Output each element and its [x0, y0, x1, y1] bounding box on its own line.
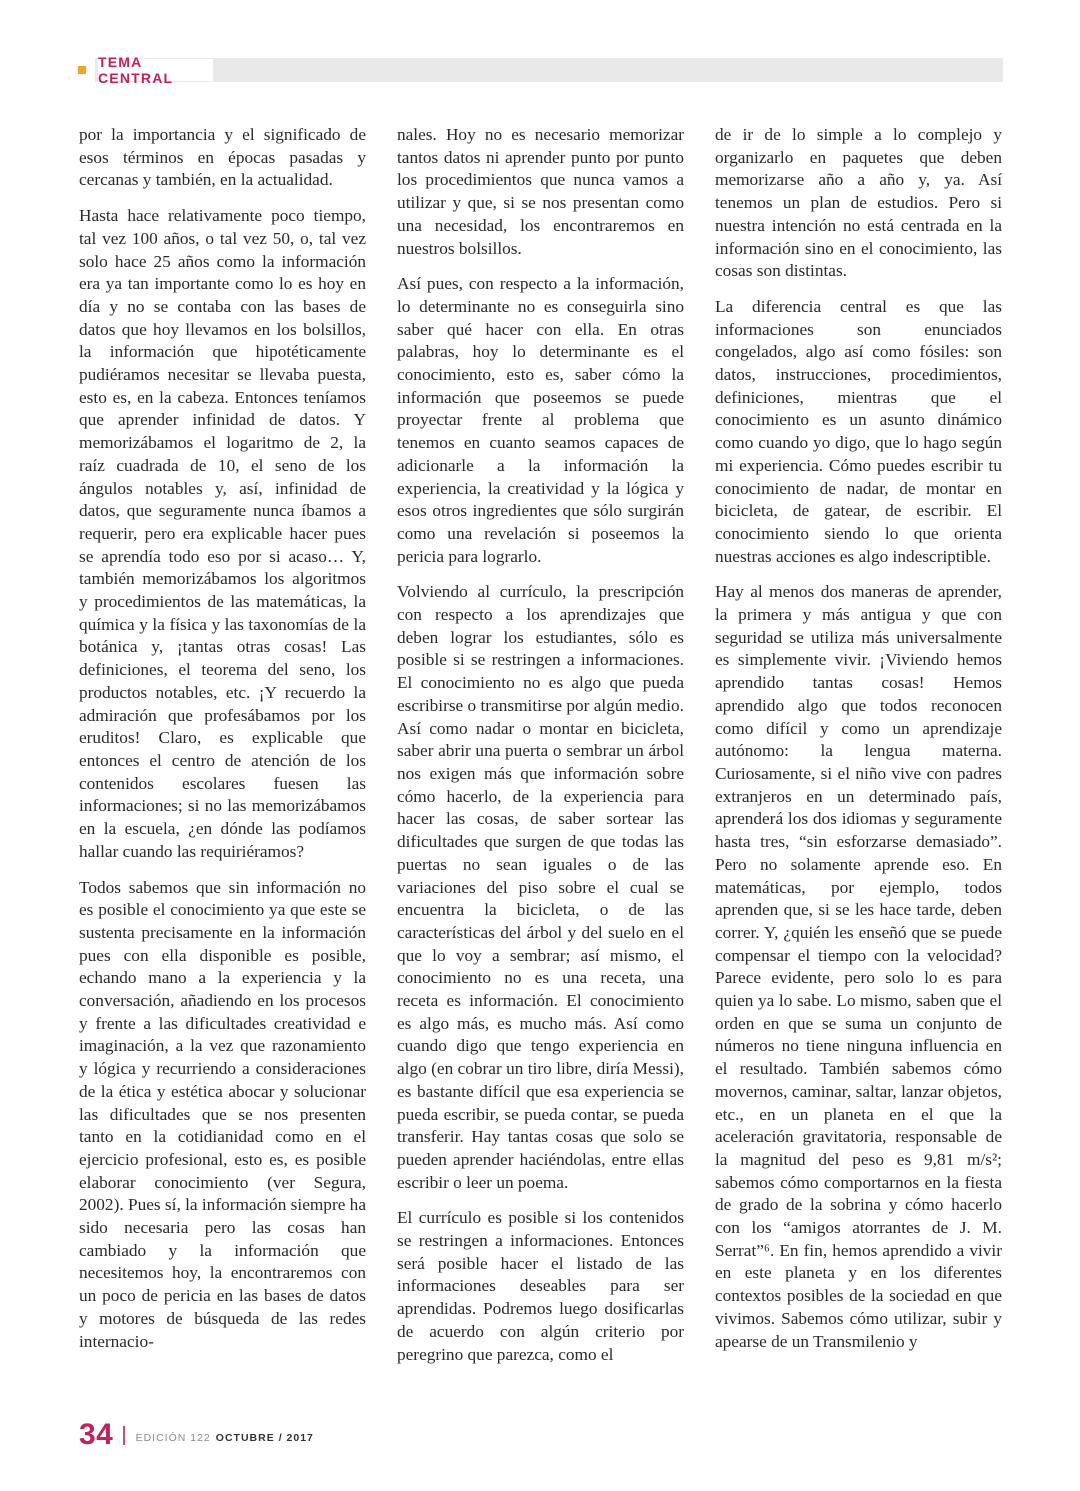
paragraph: Hasta hace relativamente poco tiempo, tal vez 100 años, o tal vez 50, o, tal vez solo hace 25 años como la información era ya tan importante como lo es hoy en día y no se contaba con las bases de datos que hoy llevamos en los bolsillos, la información que hipotéticamente pudiéramos necesitar se llevaba puesta, esto es, en la cabeza. Entonces teníamos que aprender infinidad de datos. Y memorizábamos el logaritmo de 2, la raíz cuadrada de 10, el seno de los ángulos notables y, así, infinidad de datos, que seguramente nunca íbamos a requerir, pero era explicable hacer pues se aprendía todo eso por si acaso… Y, también memorizábamos los algoritmos y procedimientos de las matemáticas, la química y la física y las taxonomías de la botánica y, ¡tantas otras cosas! Las definiciones, el teorema del seno, los productos notables, etc. ¡Y recuerdo la admiración que profesábamos por los eruditos! Claro, es explicable que entonces el centro de atención de los contenidos escolares fuesen las informaciones; si no las memorizábamos en la escuela, ¿en dónde las podíamos hallar cuando las requiriéramos? [79, 206, 366, 861]
page-footer [79, 1415, 314, 1455]
edition-label: EDICIÓN 122 [135, 1432, 211, 1444]
column-2 [397, 124, 684, 1379]
paragraph: Todos sabemos que sin información no es posible el conocimiento ya que este se sustenta precisamente en la información pues con ella disponible es posible, echando mano a la experiencia y la conversación, añadiendo en los procesos y frente a las dificultades creatividad e imaginación, a la vez que razonamiento y lógica y recurriendo a consideraciones de la ética y estética abocar y solucionar las dificultades que se nos presenten tanto en la cotidianidad como en el ejercicio profesional, esto es, es posible elaborar conocimiento (ver Segura, 2002). Pues sí, la información siempre ha sido necesaria pero las cosas han cambiado y la información que necesitemos hoy, la encontraremos con un poco de pericia en las bases de datos y motores de búsqueda de las redes internacio- [79, 877, 366, 1351]
paragraph: Así pues, con respecto a la información, lo determinante no es conseguirla sino saber qué hacer con ella. En otras palabras, hoy lo determinante es el conocimiento, esto es, saber cómo la información que poseemos se puede proyectar frente al problema que tenemos en cuanto seamos capaces de adicionarle a la información la experiencia, la creatividad y la lógica y esos otros ingredientes que sólo surgirán como una revelación si poseemos la pericia para lograrlo. [397, 274, 684, 566]
paragraph: Hay al menos dos maneras de aprender, la primera y más antigua y que con seguridad se utiliza más universalmente es simplemente vivir. ¡Viviendo hemos aprendido tantas cosas! Hemos aprendido algo que todos reconocen como difícil y como un aprendizaje autónomo: la lengua materna. Curiosamente, si el niño vive con padres extranjeros en un determinado país, aprenderá los dos idiomas y seguramente hasta tres, “sin esforzarse demasiado”. Pero no solamente aprende eso. En matemáticas, por ejemplo, todos aprenden que, si se les hace tarde, deben correr. Y, ¿quién les enseñó que se puede compensar el tiempo con la velocidad? Parece evidente, pero solo lo es para quien ya lo sabe. Lo mismo, saben que el orden en que se suma un conjunto de números no tiene ninguna influencia en el resultado. También sabemos cómo movernos, caminar, saltar, lanzar objetos, etc., en un planeta en el que la aceleración gravitatoria, responsable de la magnitud del peso es 9,81 m/s²; sabemos cómo comportarnos en la fiesta de grado de la sobrina y cómo hacerlo con los “amigos atorrantes de J. M. Serrat”⁶. En fin, hemos aprendido a vivir en este planeta y en los diferentes contextos posibles de la sociedad en que vivimos. Sabemos cómo utilizar, subir y apearse de un Transmilenio y [715, 582, 1002, 1351]
column-1 [79, 124, 366, 1366]
header-bar [95, 58, 1003, 82]
header-square-icon [78, 66, 86, 74]
paragraph: nales. Hoy no es necesario memorizar tantos datos ni aprender punto por punto los procedimientos que nunca vamos a utilizar y que, si se nos presentan como una necesidad, los encontraremos en nuestros bolsillos. [397, 125, 684, 258]
paragraph: Volviendo al currículo, la prescripción con respecto a los aprendizajes que deben lograr los estudiantes, sólo es posible si se restringen a informaciones. El conocimiento no es algo que pueda escribirse o transmitirse por algún medio. Así como nadar o montar en bicicleta, saber abrir una puerta o sembrar un árbol nos exigen más que información sobre cómo hacerlo, de la experiencia para hacer las cosas, de saber sortear las dificultades que surgen de que todas las puertas no sean iguales o de las variaciones del piso sobre el cual se encuentra la bicicleta, o de las características del árbol y del suelo en el que lo voy a sembrar; así mismo, el conocimiento no es una receta, una receta es información. El conocimiento es algo más, es mucho más. Así como cuando digo que tengo experiencia en algo (en cobrar un tiro libre, diría Messi), es bastante difícil que esa experiencia se pueda escribir, se pueda contar, se pueda transferir. Hay tantas cosas que solo se pueden aprender haciéndolas, entre ellas escribir o leer un poema. [397, 582, 684, 1192]
column-3 [715, 124, 1002, 1366]
paragraph: por la importancia y el significado de esos términos en épocas pasadas y cercanas y también, en la actualidad. [79, 125, 366, 190]
paragraph: La diferencia central es que las informaciones son enunciados congelados, algo así como fósiles: son datos, instrucciones, procedimientos, definiciones, mientras que el conocimiento es un asunto dinámico como cuando yo digo, que lo hago según mi experiencia. Cómo puedes escribir tu conocimiento de nadar, de montar en bicicleta, de gatear, de escribir. El conocimiento siendo lo que orienta nuestras acciones es algo indescriptible. [715, 296, 1002, 566]
paragraph: El currículo es posible si los contenidos se restringen a informaciones. Entonces será posible hacer el listado de las informaciones deseables para ser aprendidas. Podremos luego dosificarlas de acuerdo con algún criterio por peregrino que parezca, como el [397, 1208, 684, 1364]
section-label: TEMA CENTRAL [98, 59, 213, 81]
footer-divider: | [121, 1423, 127, 1446]
article-body [79, 124, 1004, 1394]
edition-month: OCTUBRE [215, 1432, 275, 1444]
page-number: 34 [79, 1418, 114, 1451]
paragraph: de ir de lo simple a lo complejo y organizarlo en paquetes que deben memorizarse año a año y, ya. Así tenemos un plan de estudios. Pero si nuestra intención no está centrada en la información sino en el conocimiento, las cosas son distintas. [715, 125, 1002, 281]
edition-year: / 2017 [278, 1432, 314, 1444]
